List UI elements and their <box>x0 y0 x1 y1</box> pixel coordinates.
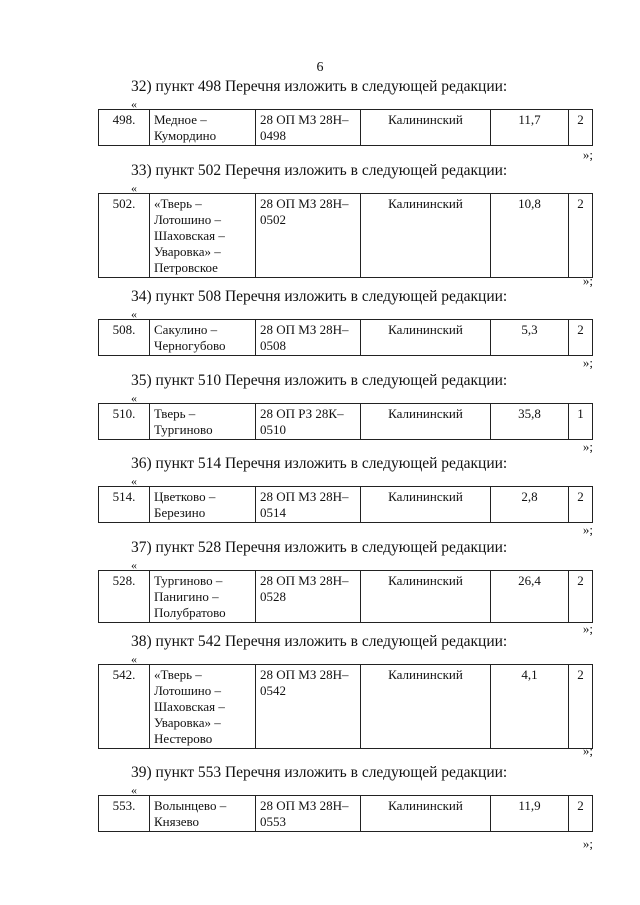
section-heading: 32) пункт 498 Перечня изложить в следующей редакции: <box>131 78 508 95</box>
table-row <box>99 320 593 356</box>
section-heading: 36) пункт 514 Перечня изложить в следующей редакции: <box>131 455 508 472</box>
cell-category: 2 <box>569 571 593 623</box>
close-quote: »; <box>582 836 593 851</box>
cell-road-id: 28 ОП РЗ 28К– 0510 <box>256 404 361 440</box>
cell-road-name: «Тверь – Лотошино – Шаховская – Уваровка» – Петровское <box>150 194 256 278</box>
cell-district: Калининский <box>361 487 491 523</box>
cell-number: 514. <box>99 487 150 523</box>
cell-length: 5,3 <box>491 320 569 356</box>
close-quote: »; <box>582 743 593 758</box>
page-number: 6 <box>316 60 324 75</box>
cell-road-name: Цветково – Березино <box>150 487 256 523</box>
close-quote: »; <box>582 147 593 162</box>
section-heading: 35) пункт 510 Перечня изложить в следующей редакции: <box>131 372 508 389</box>
cell-category: 2 <box>569 487 593 523</box>
cell-category: 2 <box>569 110 593 146</box>
cell-length: 10,8 <box>491 194 569 278</box>
cell-number: 510. <box>99 404 150 440</box>
close-quote: »; <box>582 355 593 370</box>
cell-district: Калининский <box>361 404 491 440</box>
road-table <box>98 193 593 278</box>
cell-length: 4,1 <box>491 665 569 749</box>
cell-district: Калининский <box>361 571 491 623</box>
cell-number: 502. <box>99 194 150 278</box>
cell-road-id: 28 ОП МЗ 28Н– 0542 <box>256 665 361 749</box>
cell-category: 2 <box>569 665 593 749</box>
cell-road-name: «Тверь – Лотошино – Шаховская – Уваровка» – Нестерово <box>150 665 256 749</box>
section-heading: 34) пункт 508 Перечня изложить в следующей редакции: <box>131 288 508 305</box>
cell-number: 508. <box>99 320 150 356</box>
cell-category: 2 <box>569 796 593 832</box>
cell-district: Калининский <box>361 110 491 146</box>
open-quote: « <box>131 307 137 321</box>
table-row <box>99 665 593 749</box>
cell-district: Калининский <box>361 796 491 832</box>
cell-road-id: 28 ОП МЗ 28Н– 0553 <box>256 796 361 832</box>
cell-length: 11,9 <box>491 796 569 832</box>
close-quote: »; <box>582 273 593 288</box>
cell-road-name: Тургиново – Панигино – Полубратово <box>150 571 256 623</box>
open-quote: « <box>131 391 137 405</box>
open-quote: « <box>131 181 137 195</box>
cell-number: 528. <box>99 571 150 623</box>
open-quote: « <box>131 652 137 666</box>
section-heading: 39) пункт 553 Перечня изложить в следующей редакции: <box>131 764 508 781</box>
cell-number: 498. <box>99 110 150 146</box>
cell-district: Калининский <box>361 665 491 749</box>
open-quote: « <box>131 558 137 572</box>
cell-length: 26,4 <box>491 571 569 623</box>
cell-road-name: Волынцево – Князево <box>150 796 256 832</box>
table-row <box>99 487 593 523</box>
close-quote: »; <box>582 621 593 636</box>
road-table <box>98 570 593 623</box>
road-table <box>98 319 593 356</box>
cell-length: 35,8 <box>491 404 569 440</box>
cell-length: 11,7 <box>491 110 569 146</box>
cell-district: Калининский <box>361 194 491 278</box>
table-row <box>99 110 593 146</box>
cell-number: 542. <box>99 665 150 749</box>
open-quote: « <box>131 474 137 488</box>
cell-number: 553. <box>99 796 150 832</box>
table-row <box>99 796 593 832</box>
road-table <box>98 795 593 832</box>
cell-road-name: Тверь – Тургиново <box>150 404 256 440</box>
cell-district: Калининский <box>361 320 491 356</box>
close-quote: »; <box>582 439 593 454</box>
road-table <box>98 109 593 146</box>
cell-length: 2,8 <box>491 487 569 523</box>
cell-road-id: 28 ОП МЗ 28Н– 0528 <box>256 571 361 623</box>
cell-road-id: 28 ОП МЗ 28Н– 0508 <box>256 320 361 356</box>
road-table <box>98 664 593 749</box>
close-quote: »; <box>582 522 593 537</box>
table-row <box>99 571 593 623</box>
table-row <box>99 404 593 440</box>
cell-road-name: Медное – Кумордино <box>150 110 256 146</box>
cell-road-id: 28 ОП МЗ 28Н– 0514 <box>256 487 361 523</box>
road-table <box>98 403 593 440</box>
road-table <box>98 486 593 523</box>
cell-category: 2 <box>569 320 593 356</box>
section-heading: 37) пункт 528 Перечня изложить в следующей редакции: <box>131 539 508 556</box>
section-heading: 38) пункт 542 Перечня изложить в следующей редакции: <box>131 633 508 650</box>
cell-category: 2 <box>569 194 593 278</box>
open-quote: « <box>131 783 137 797</box>
open-quote: « <box>131 97 137 111</box>
section-heading: 33) пункт 502 Перечня изложить в следующей редакции: <box>131 162 508 179</box>
cell-category: 1 <box>569 404 593 440</box>
cell-road-id: 28 ОП МЗ 28Н– 0498 <box>256 110 361 146</box>
cell-road-id: 28 ОП МЗ 28Н– 0502 <box>256 194 361 278</box>
cell-road-name: Сакулино – Черногубово <box>150 320 256 356</box>
table-row <box>99 194 593 278</box>
